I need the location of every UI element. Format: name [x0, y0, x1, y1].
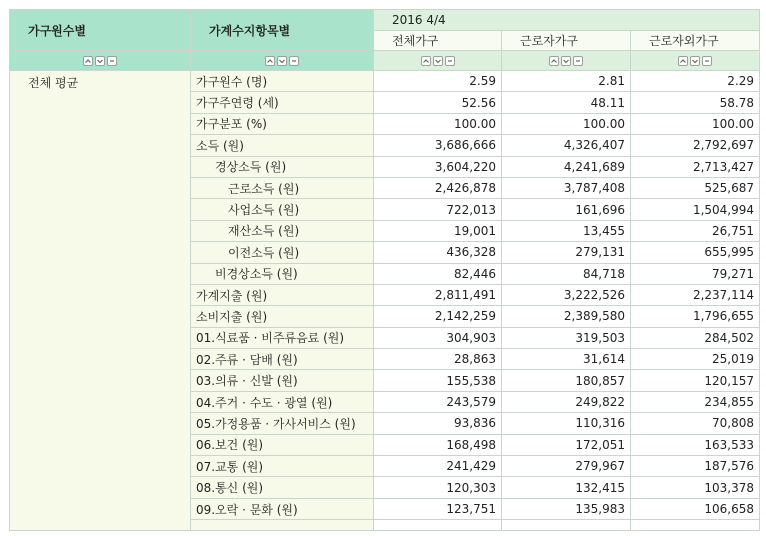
chevron-up-icon[interactable] — [549, 56, 559, 66]
cell-value: 155,538 — [374, 370, 502, 391]
row-label: 재산소득 (원) — [191, 220, 374, 241]
row-label: 가계지출 (원) — [191, 284, 374, 305]
cell-value: 2.29 — [631, 71, 760, 92]
cell-value: 4,241,689 — [502, 156, 631, 177]
chevron-down-icon[interactable] — [95, 56, 105, 66]
cell-empty — [191, 520, 374, 531]
header-col-worker: 근로자가구 — [502, 30, 631, 51]
cell-value: 82,446 — [374, 263, 502, 284]
cell-value: 25,019 — [631, 349, 760, 370]
chevron-up-icon[interactable] — [83, 56, 93, 66]
header-period: 2016 4/4 — [374, 10, 760, 31]
header-item-col: 가계수지항목별 — [191, 10, 374, 51]
cell-value: 304,903 — [374, 327, 502, 348]
row-label: 가구주연령 (세) — [191, 92, 374, 113]
cell-value: 3,604,220 — [374, 156, 502, 177]
sort-controls-col-worker — [502, 51, 631, 71]
cell-value: 436,328 — [374, 242, 502, 263]
row-label: 근로소득 (원) — [191, 177, 374, 198]
cell-value: 2,713,427 — [631, 156, 760, 177]
row-label: 가구분포 (%) — [191, 113, 374, 134]
cell-value: 79,271 — [631, 263, 760, 284]
cell-value: 2,142,259 — [374, 306, 502, 327]
cell-value: 243,579 — [374, 391, 502, 412]
header-col-all: 전체가구 — [374, 30, 502, 51]
cell-value: 2,237,114 — [631, 284, 760, 305]
chevron-down-icon[interactable] — [433, 56, 443, 66]
cell-value: 187,576 — [631, 456, 760, 477]
row-label: 이전소득 (원) — [191, 242, 374, 263]
chevron-down-icon[interactable] — [277, 56, 287, 66]
row-label: 소비지출 (원) — [191, 306, 374, 327]
cell-value: 4,326,407 — [502, 135, 631, 156]
row-label: 01.식료품 · 비주류음료 (원) — [191, 327, 374, 348]
sort-controls-col-all — [374, 51, 502, 71]
cell-value: 2,426,878 — [374, 177, 502, 198]
cell-value: 163,533 — [631, 434, 760, 455]
cell-value: 26,751 — [631, 220, 760, 241]
row-label: 09.오락 · 문화 (원) — [191, 498, 374, 519]
cell-value: 135,983 — [502, 498, 631, 519]
cell-value: 48.11 — [502, 92, 631, 113]
row-label: 08.통신 (원) — [191, 477, 374, 498]
cell-value: 284,502 — [631, 327, 760, 348]
cell-value: 100.00 — [374, 113, 502, 134]
cell-value: 168,498 — [374, 434, 502, 455]
cell-value: 2,389,580 — [502, 306, 631, 327]
group-label: 전체 평균 — [10, 71, 191, 531]
cell-value: 180,857 — [502, 370, 631, 391]
cell-value: 655,995 — [631, 242, 760, 263]
sort-controls-group — [10, 51, 191, 71]
sort-controls-item — [191, 51, 374, 71]
cell-value: 279,131 — [502, 242, 631, 263]
cell-value: 3,222,526 — [502, 284, 631, 305]
cell-empty — [374, 520, 502, 531]
chevron-up-icon[interactable] — [421, 56, 431, 66]
cell-value: 3,787,408 — [502, 177, 631, 198]
cell-value: 106,658 — [631, 498, 760, 519]
cell-value: 234,855 — [631, 391, 760, 412]
cell-value: 3,686,666 — [374, 135, 502, 156]
chevron-up-icon[interactable] — [265, 56, 275, 66]
sort-controls-col-nonworker — [631, 51, 760, 71]
cell-value: 2.59 — [374, 71, 502, 92]
minus-icon[interactable] — [702, 56, 712, 66]
row-label: 06.보건 (원) — [191, 434, 374, 455]
chevron-up-icon[interactable] — [678, 56, 688, 66]
cell-value: 103,378 — [631, 477, 760, 498]
minus-icon[interactable] — [573, 56, 583, 66]
cell-empty — [631, 520, 760, 531]
cell-value: 31,614 — [502, 349, 631, 370]
cell-value: 120,157 — [631, 370, 760, 391]
row-label: 비경상소득 (원) — [191, 263, 374, 284]
cell-value: 249,822 — [502, 391, 631, 412]
minus-icon[interactable] — [445, 56, 455, 66]
row-label: 04.주거 · 수도 · 광열 (원) — [191, 391, 374, 412]
cell-value: 132,415 — [502, 477, 631, 498]
cell-empty — [502, 520, 631, 531]
cell-value: 279,967 — [502, 456, 631, 477]
cell-value: 120,303 — [374, 477, 502, 498]
row-label: 경상소득 (원) — [191, 156, 374, 177]
cell-value: 1,796,655 — [631, 306, 760, 327]
stats-table — [9, 9, 760, 531]
cell-value: 319,503 — [502, 327, 631, 348]
minus-icon[interactable] — [289, 56, 299, 66]
cell-value: 525,687 — [631, 177, 760, 198]
table-row — [10, 71, 760, 92]
row-label: 05.가정용품 · 가사서비스 (원) — [191, 413, 374, 434]
chevron-down-icon[interactable] — [561, 56, 571, 66]
cell-value: 70,808 — [631, 413, 760, 434]
cell-value: 2,792,697 — [631, 135, 760, 156]
cell-value: 13,455 — [502, 220, 631, 241]
cell-value: 84,718 — [502, 263, 631, 284]
header-group-col: 가구원수별 — [10, 10, 191, 51]
cell-value: 28,863 — [374, 349, 502, 370]
cell-value: 241,429 — [374, 456, 502, 477]
cell-value: 722,013 — [374, 199, 502, 220]
cell-value: 100.00 — [502, 113, 631, 134]
cell-value: 172,051 — [502, 434, 631, 455]
header-col-nonworker: 근로자외가구 — [631, 30, 760, 51]
cell-value: 1,504,994 — [631, 199, 760, 220]
cell-value: 19,001 — [374, 220, 502, 241]
cell-value: 2.81 — [502, 71, 631, 92]
row-label: 02.주류 · 담배 (원) — [191, 349, 374, 370]
row-label: 가구원수 (명) — [191, 71, 374, 92]
row-label: 03.의류 · 신발 (원) — [191, 370, 374, 391]
cell-value: 161,696 — [502, 199, 631, 220]
cell-value: 2,811,491 — [374, 284, 502, 305]
minus-icon[interactable] — [107, 56, 117, 66]
cell-value: 52.56 — [374, 92, 502, 113]
cell-value: 93,836 — [374, 413, 502, 434]
cell-value: 100.00 — [631, 113, 760, 134]
row-label: 07.교통 (원) — [191, 456, 374, 477]
cell-value: 58.78 — [631, 92, 760, 113]
cell-value: 123,751 — [374, 498, 502, 519]
row-label: 소득 (원) — [191, 135, 374, 156]
row-label: 사업소득 (원) — [191, 199, 374, 220]
chevron-down-icon[interactable] — [690, 56, 700, 66]
cell-value: 110,316 — [502, 413, 631, 434]
